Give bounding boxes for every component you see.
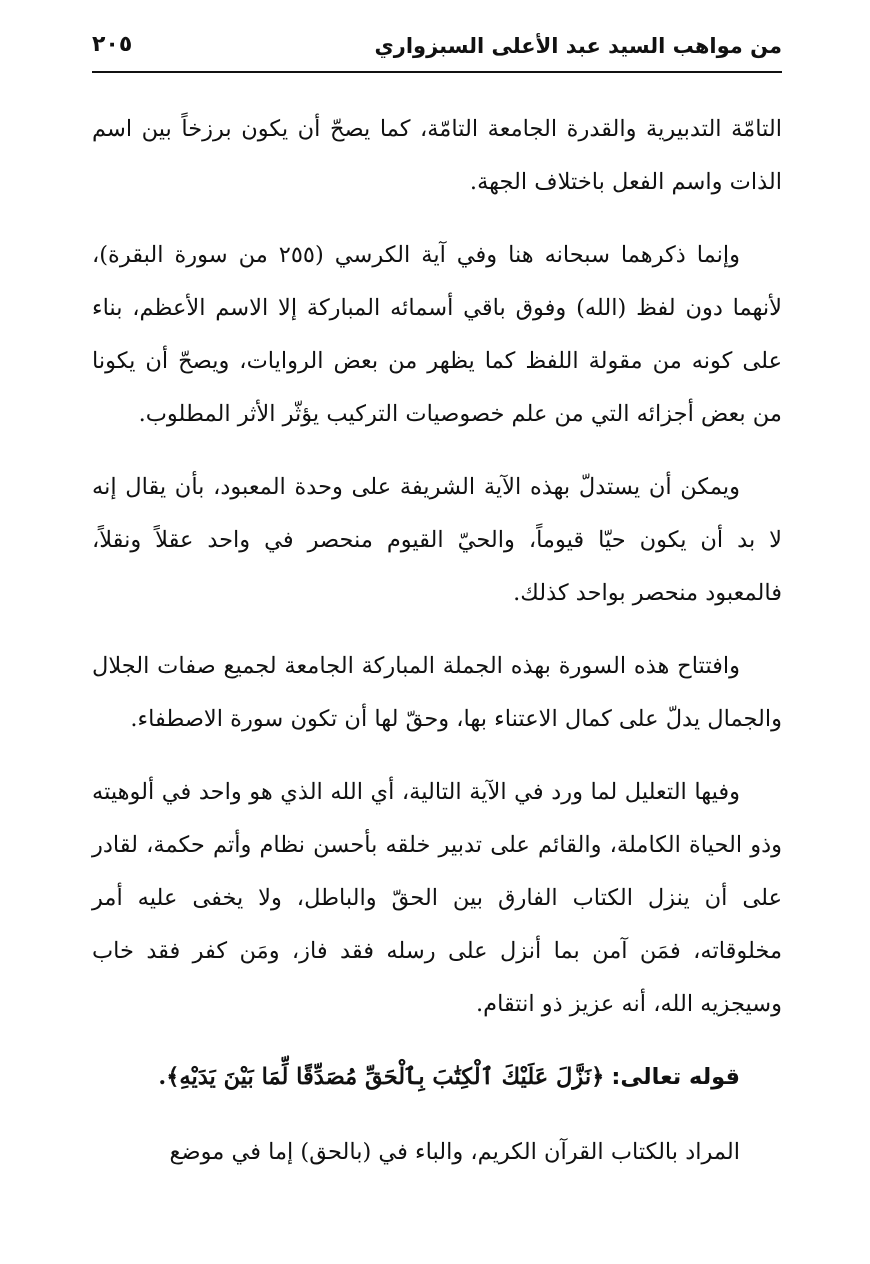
paragraph-6: المراد بالكتاب القرآن الكريم، والباء في (بالحق) إما في موضع <box>169 1139 740 1165</box>
paragraph-2: وإنما ذكرهما سبحانه هنا وفي آية الكرسي (٢٥٥ من سورة البقرة)، لأنهما دون لفظ (الله) وفوق باقي أسمائه المباركة إلا الاسم الأعظم، بناء على كونه من مقولة اللفظ كما يظهر من بعض الروايات، ويصحّ أن يكونا من بعض أجزائه التي من علم خصوصيات التركيب يؤثّر الأثر المطلوب. <box>92 242 782 427</box>
page-header <box>92 30 782 70</box>
paragraph-4: وافتتاح هذه السورة بهذه الجملة المباركة الجامعة لجميع صفات الجلال والجمال يدلّ على كمال الاعتناء بها، وحقّ لها أن تكون سورة الاصطفاء. <box>92 653 782 732</box>
running-title: من مواهب السيد عبد الأعلى السبزواري <box>374 34 782 58</box>
quote-label: قوله تعالى: <box>611 1064 740 1090</box>
quran-quote-line <box>92 1051 782 1104</box>
paragraph-3: ويمكن أن يستدلّ بهذه الآية الشريفة على وحدة المعبود، بأن يقال إنه لا بد أن يكون حيّا قيوماً، والحيّ القيوم منحصر في واحد عقلاً ونقلاً، فالمعبود منحصر بواحد كذلك. <box>92 474 782 606</box>
paragraph-5: وفيها التعليل لما ورد في الآية التالية، أي الله الذي هو واحد في ألوهيته وذو الحياة الكاملة، والقائم على تدبير خلقه بأحسن نظام وأتم حكمة، لقادر على أن ينزل الكتاب الفارق بين الحقّ والباطل، ولا يخفى عليه أمر مخلوقاته، فمَن آمن بما أنزل على رسله فقد فاز، ومَن كفر فقد خاب وسيجزيه الله، أنه عزيز ذو انتقام. <box>92 779 782 1017</box>
header-rule <box>92 71 782 73</box>
page-number: ٢٠٥ <box>92 32 133 57</box>
paragraph-1: التامّة التدبيرية والقدرة الجامعة التامّة، كما يصحّ أن يكون برزخاً بين اسم الذات واسم الفعل باختلاف الجهة. <box>92 116 782 195</box>
quran-verse: ﴿نَزَّلَ عَلَيْكَ ٱلْكِتَٰبَ بِٱلْحَقِّ مُصَدِّقًا لِّمَا بَيْنَ يَدَيْهِ﴾. <box>158 1064 605 1090</box>
body-text <box>92 103 782 1199</box>
